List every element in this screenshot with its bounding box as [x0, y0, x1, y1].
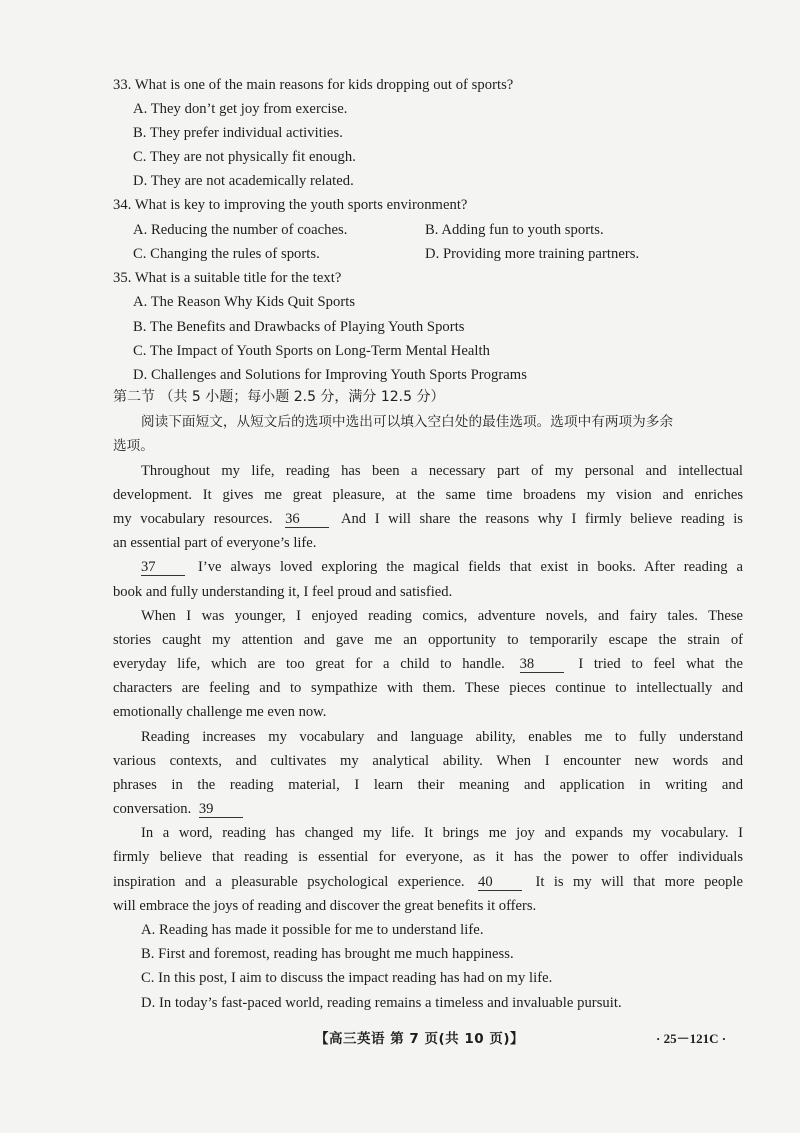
blank-38: 38: [520, 657, 564, 673]
passage-text: my vocabulary resources.: [113, 511, 273, 527]
passage-line: book and fully understanding it, I feel proud and satisfied.: [113, 584, 453, 600]
section-2-title: 第二节 （共 5 小题；每小题 2.5 分，满分 12.5 分）: [113, 389, 445, 405]
passage-line-with-blank-36: [113, 510, 743, 528]
page-footer-label: 【高三英语 第 7 页(共 10 页)】: [315, 1031, 525, 1047]
choice-d: D. In today’s fast-paced world, reading remains a timeless and invaluable pursuit.: [141, 995, 622, 1011]
choice-c: C. In this post, I aim to discuss the impact reading has had on my life.: [141, 970, 553, 986]
question-34-option-b: B. Adding fun to youth sports.: [425, 222, 604, 238]
passage-line: an essential part of everyone’s life.: [113, 535, 317, 551]
passage-line: phrases in the reading material, I learn their meaning and application in writing and: [113, 777, 743, 793]
section-2-instruction-line-1: 阅读下面短文，从短文后的选项中选出可以填入空白处的最佳选项。选项中有两项为多余: [141, 414, 674, 430]
passage-line: various contexts, and cultivates my analytical ability. When I encounter new words and: [113, 753, 743, 769]
section-2-instruction-line-2: 选项。: [113, 438, 154, 454]
question-33-option-d: D. They are not academically related.: [133, 173, 354, 189]
passage-line: In a word, reading has changed my life. It brings me joy and expands my vocabulary. I: [141, 825, 743, 841]
passage-line: emotionally challenge me even now.: [113, 704, 327, 720]
passage-text: And I will share the reasons why I firmly believe reading is: [340, 511, 743, 527]
passage-line: Throughout my life, reading has been a necessary part of my personal and intellectual: [141, 463, 743, 479]
question-35-option-b: B. The Benefits and Drawbacks of Playing Youth Sports: [133, 319, 465, 335]
passage-text: I tried to feel what the: [578, 656, 744, 672]
question-33-option-c: C. They are not physically fit enough.: [133, 149, 356, 165]
blank-36: 36: [285, 512, 329, 528]
question-35-option-d: D. Challenges and Solutions for Improving Youth Sports Programs: [133, 367, 527, 383]
question-34-option-c: C. Changing the rules of sports.: [133, 246, 320, 262]
question-33-option-b: B. They prefer individual activities.: [133, 125, 343, 141]
passage-text: inspiration and a pleasurable psychological experience.: [113, 874, 465, 890]
passage-text: I’ve always loved exploring the magical fields that exist in books. After reading a: [197, 559, 743, 575]
question-34-stem: 34. What is key to improving the youth sports environment?: [113, 197, 468, 213]
question-35-option-a: A. The Reason Why Kids Quit Sports: [133, 294, 356, 310]
question-34-option-d: D. Providing more training partners.: [425, 246, 640, 262]
blank-40: 40: [478, 875, 522, 891]
passage-line: stories caught my attention and gave me an opportunity to temporarily escape the strain of: [113, 632, 743, 648]
passage-line: will embrace the joys of reading and discover the great benefits it offers.: [113, 898, 537, 914]
blank-39: 39: [199, 802, 243, 818]
choice-a: A. Reading has made it possible for me to understand life.: [141, 922, 484, 938]
passage-line: characters are feeling and to sympathize with them. These pieces continue to intellectually and: [113, 680, 743, 696]
passage-line-with-blank-39: [113, 800, 743, 818]
passage-line: When I was younger, I enjoyed reading comics, adventure novels, and fairy tales. These: [141, 608, 743, 624]
passage-line-with-blank-38: [113, 655, 743, 673]
question-35-option-c: C. The Impact of Youth Sports on Long-Term Mental Health: [133, 343, 490, 359]
passage-text: everyday life, which are too great for a child to handle.: [113, 656, 505, 672]
passage-line-with-blank-40: [113, 873, 743, 891]
question-34-option-a: A. Reducing the number of coaches.: [133, 222, 348, 238]
choice-b: B. First and foremost, reading has brought me much happiness.: [141, 946, 514, 962]
passage-line: firmly believe that reading is essential for everyone, as it has the power to offer individuals: [113, 849, 743, 865]
passage-line: Reading increases my vocabulary and language ability, enables me to fully understand: [141, 729, 743, 745]
passage-line-with-blank-37: [141, 558, 743, 576]
passage-text: It is my will that more people: [535, 874, 743, 890]
question-33-stem: 33. What is one of the main reasons for kids dropping out of sports?: [113, 77, 514, 93]
blank-37: 37: [141, 560, 185, 576]
passage-text: conversation.: [113, 801, 192, 817]
question-33-option-a: A. They don’t get joy from exercise.: [133, 101, 348, 117]
question-35-stem: 35. What is a suitable title for the text?: [113, 270, 342, 286]
passage-line: development. It gives me great pleasure, at the same time broadens my vision and enriches: [113, 487, 743, 503]
exam-code: · 25－121C ·: [656, 1031, 727, 1046]
